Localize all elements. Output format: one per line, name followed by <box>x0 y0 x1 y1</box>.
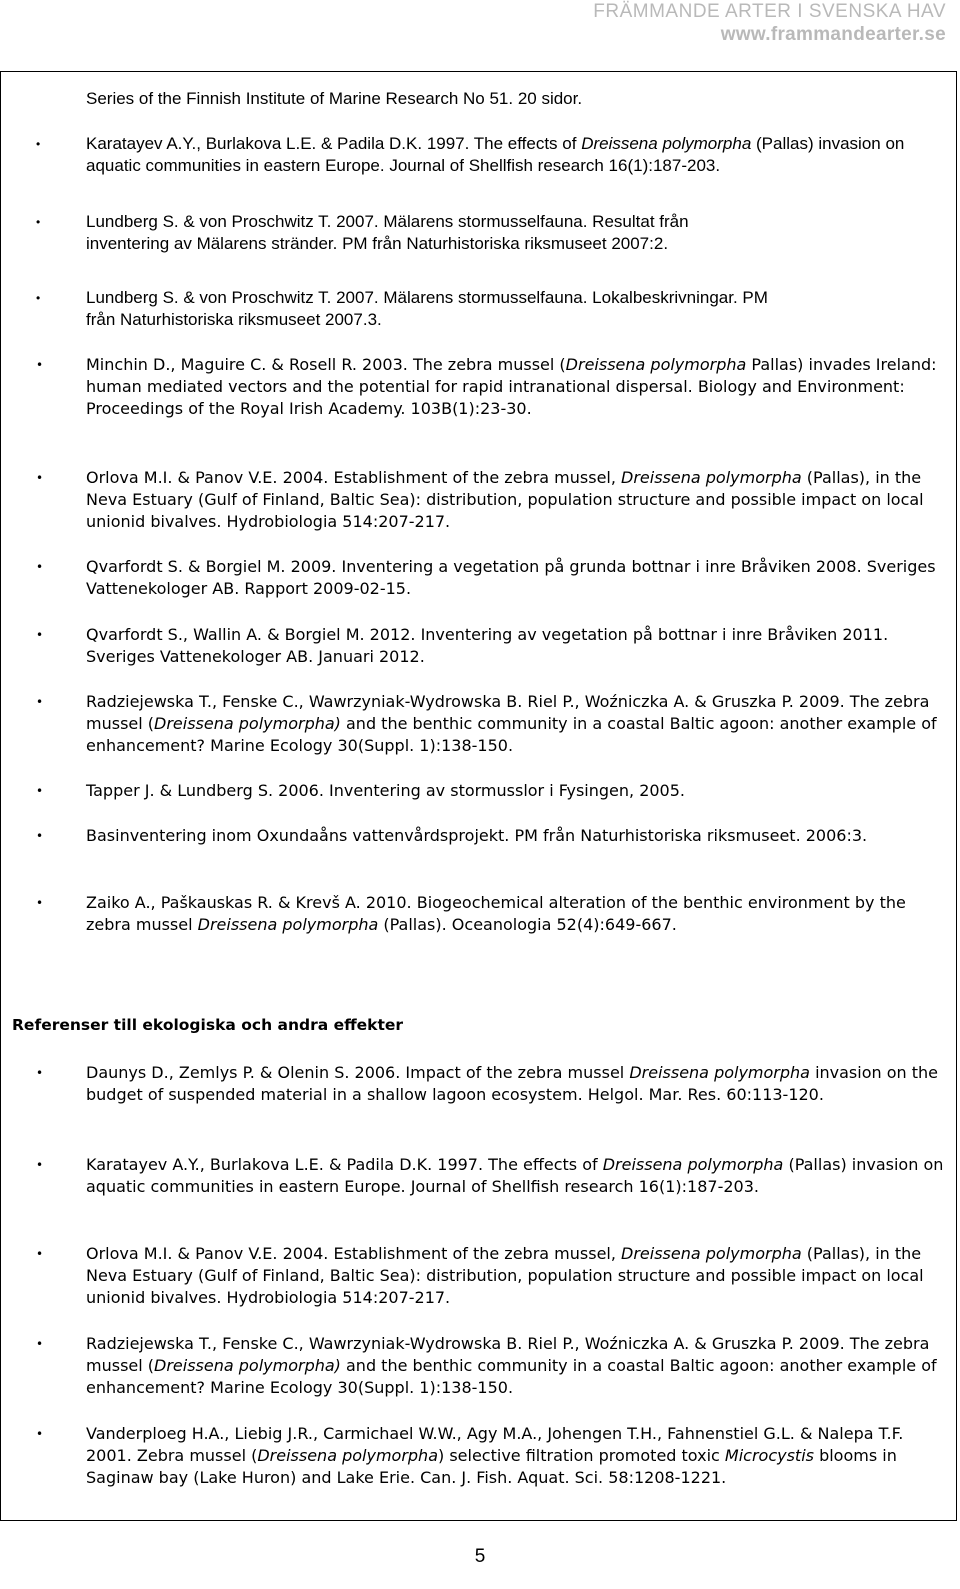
reference-item: • Vanderploeg H.A., Liebig J.R., Carmichael W.W., Agy M.A., Johengen T.H., Fahnenstiel G.L. & Nalepa T.F. 2001. Zebra mussel (Dreissena polymorpha) selective filtration promoted toxic Microcystis blooms in Saginaw bay (Lake Huron) and Lake Erie. Can. J. Fish. Aquat. Sci. 58:1208-1221. <box>86 1423 946 1489</box>
reference-item: • Orlova M.I. & Panov V.E. 2004. Establishment of the zebra mussel, Dreissena polymorpha (Pallas), in the Neva Estuary (Gulf of Finland, Baltic Sea): distribution, population structure and possible impact on local unionid bivalves. Hydrobiologia 514:207-217. <box>86 1243 946 1309</box>
reference-item: • Basinventering inom Oxundaåns vattenvårdsprojekt. PM från Naturhistoriska riksmuseet. 2006:3. <box>86 825 946 847</box>
reference-item: • Lundberg S. & von Proschwitz T. 2007. Mälarens stormusselfauna. Lokalbeskrivningar. PM från Naturhistoriska riksmuseet 2007.3. <box>86 287 946 331</box>
header-title: FRÄMMANDE ARTER I SVENSKA HAV <box>593 1 946 22</box>
reference-continuation: Series of the Finnish Institute of Marine Research No 51. 20 sidor. <box>86 89 583 108</box>
reference-item: • Radziejewska T., Fenske C., Wawrzyniak-Wydrowska B. Riel P., Woźniczka A. & Gruszka P. 2009. The zebra mussel (Dreissena polymorpha) and the benthic community in a coastal Baltic agoon: another example of enhancement? Marine Ecology 30(Suppl. 1):138-150. <box>86 691 946 757</box>
reference-item: • Karatayev A.Y., Burlakova L.E. & Padila D.K. 1997. The effects of Dreissena polymorpha (Pallas) invasion on aquatic communities in eastern Europe. Journal of Shellfish research 16(1):187-203. <box>86 1154 946 1198</box>
page-header <box>593 0 946 46</box>
reference-item: • Tapper J. & Lundberg S. 2006. Inventering av stormusslor i Fysingen, 2005. <box>86 780 946 802</box>
reference-item: • Zaiko A., Paškauskas R. & Krevš A. 2010. Biogeochemical alteration of the benthic environment by the zebra mussel Dreissena polymorpha (Pallas). Oceanologia 52(4):649-667. <box>86 892 946 936</box>
reference-item: • Qvarfordt S. & Borgiel M. 2009. Inventering a vegetation på grunda bottnar i inre Bråviken 2008. Sveriges Vattenekologer AB. Rapport 2009-02-15. <box>86 556 946 600</box>
reference-item: • Karatayev A.Y., Burlakova L.E. & Padila D.K. 1997. The effects of Dreissena polymorpha (Pallas) invasion on aquatic communities in eastern Europe. Journal of Shellfish research 16(1):187-203. <box>86 133 946 177</box>
section-heading: Referenser till ekologiska och andra effekter <box>12 1016 404 1034</box>
reference-item: • Qvarfordt S., Wallin A. & Borgiel M. 2012. Inventering av vegetation på bottnar i inre Bråviken 2011. Sveriges Vattenekologer AB. Januari 2012. <box>86 624 946 668</box>
reference-item: • Radziejewska T., Fenske C., Wawrzyniak-Wydrowska B. Riel P., Woźniczka A. & Gruszka P. 2009. The zebra mussel (Dreissena polymorpha) and the benthic community in a coastal Baltic agoon: another example of enhancement? Marine Ecology 30(Suppl. 1):138-150. <box>86 1333 946 1399</box>
header-url: www.frammandearter.se <box>720 24 946 45</box>
reference-item: • Orlova M.I. & Panov V.E. 2004. Establishment of the zebra mussel, Dreissena polymorpha (Pallas), in the Neva Estuary (Gulf of Finland, Baltic Sea): distribution, population structure and possible impact on local unionid bivalves. Hydrobiologia 514:207-217. <box>86 467 946 533</box>
reference-item: • Lundberg S. & von Proschwitz T. 2007. Mälarens stormusselfauna. Resultat från inventering av Mälarens stränder. PM från Naturhistoriska riksmuseet 2007:2. <box>86 211 946 255</box>
page-number: 5 <box>474 1546 486 1567</box>
reference-item: • Daunys D., Zemlys P. & Olenin S. 2006. Impact of the zebra mussel Dreissena polymorpha invasion on the budget of suspended material in a shallow lagoon ecosystem. Helgol. Mar. Res. 60:113-120. <box>86 1062 946 1106</box>
reference-item: • Minchin D., Maguire C. & Rosell R. 2003. The zebra mussel (Dreissena polymorpha Pallas) invades Ireland: human mediated vectors and the potential for rapid intranational dispersal. Biology and Environment: Proceedings of the Royal Irish Academy. 103B(1):23-30. <box>86 354 946 420</box>
